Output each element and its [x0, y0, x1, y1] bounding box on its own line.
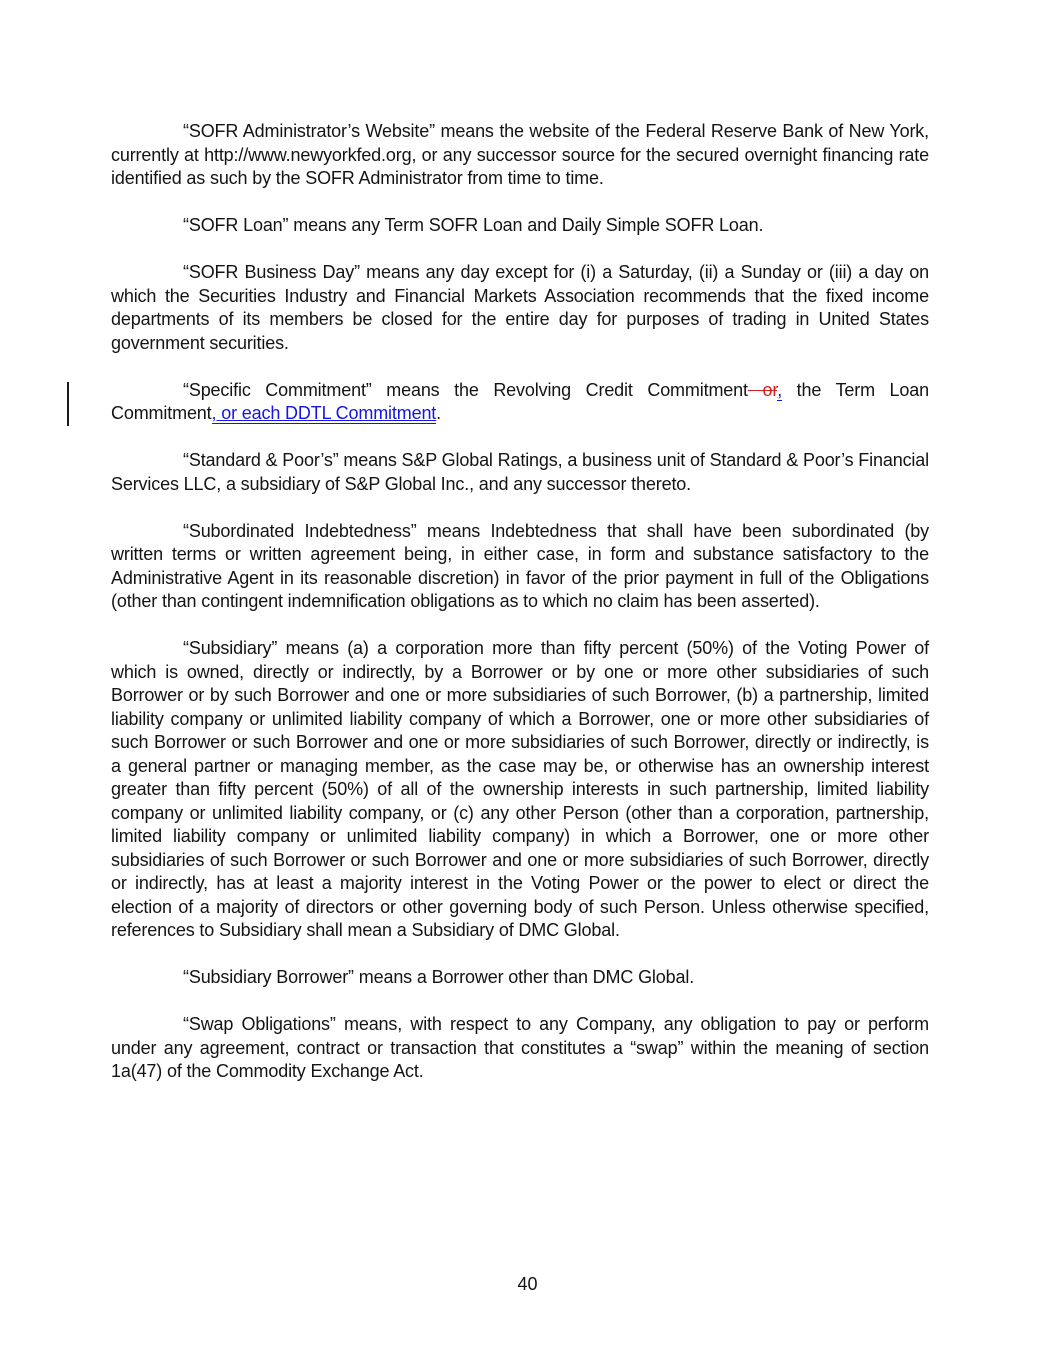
paragraph — [111, 379, 929, 426]
paragraph — [111, 261, 929, 355]
deleted-text: or — [747, 379, 778, 400]
text-run: “SOFR Loan” means any Term SOFR Loan and Daily Simple SOFR Loan. — [183, 215, 764, 235]
text-run: . — [436, 403, 442, 423]
text-run: “Subsidiary” means (a) a corporation more than fifty percent (50%) of the Voting Power of which is owned, directly or indirectly, by a Borrower or by one or more other subsidiaries of such Borrower or by such Borrower and one or more subsidiaries of such Borrower, (b) a partnership, limited liability company or unlimited liability company of which a Borrower, one or more other subsidiaries of such Borrower or such Borrower and one or more subsidiaries of such Borrower, directly or indirectly, is a general partner or managing member, as the case may be, or otherwise has an ownership interest greater than fifty percent (50%) of all of the ownership interests in such partnership, limited liability company or unlimited liability company, or (c) any other Person (other than a corporation, partnership, limited liability company or unlimited liability company) in which a Borrower, one or more other subsidiaries of such Borrower or such Borrower and one or more subsidiaries of such Borrower, directly or indirectly, has at least a majority interest in the Voting Power or the power to elect or direct the election of a majority of directors or other governing body of such Person. Unless otherwise specified, references to Subsidiary shall mean a Subsidiary of DMC Global. — [111, 638, 929, 940]
paragraph — [111, 966, 929, 990]
paragraph — [111, 214, 929, 238]
text-run: the Term Loan Commitment — [111, 379, 929, 423]
paragraph — [111, 637, 929, 943]
text-run: “Swap Obligations” means, with respect to any Company, any obligation to pay or perform under any agreement, contract or transaction that constitutes a “swap” within the meaning of section 1a(47) of the Commodity Exchange Act. — [111, 1014, 929, 1081]
text-run: “Subordinated Indebtedness” means Indebtedness that shall have been subordinated (by written terms or written agreement being, in either case, in form and substance satisfactory to the Administrative Agent in its reasonable discretion) in favor of the prior payment in full of the Obligations (other than contingent indemnification obligations as to which no claim has been asserted). — [111, 520, 929, 611]
inserted-text: , — [777, 379, 783, 400]
paragraph — [111, 1013, 929, 1084]
paragraph — [111, 520, 929, 614]
paragraph — [111, 120, 929, 191]
revision-change-bar — [67, 382, 69, 426]
inserted-text: , or each DDTL Commitment — [211, 403, 437, 423]
document-body — [111, 120, 929, 1107]
text-run: “Specific Commitment” means the Revolving Credit Commitment — [183, 379, 748, 400]
text-run: “SOFR Administrator’s Website” means the website of the Federal Reserve Bank of New York, currently at http://www.newyorkfed.org, or any successor source for the secured overnight financing rate identified as such by the SOFR Administrator from time to time. — [111, 121, 929, 188]
paragraph — [111, 449, 929, 496]
text-run: “Subsidiary Borrower” means a Borrower other than DMC Global. — [183, 967, 695, 987]
text-run: “SOFR Business Day” means any day except for (i) a Saturday, (ii) a Sunday or (iii) a day on which the Securities Industry and Financial Markets Association recommends that the fixed income departments of its members be closed for the entire day for purposes of trading in United States government securities. — [111, 262, 929, 353]
page-number: 40 — [517, 1274, 538, 1294]
text-run: “Standard & Poor’s” means S&P Global Ratings, a business unit of Standard & Poor’s Financial Services LLC, a subsidiary of S&P Global Inc., and any successor thereto. — [111, 450, 929, 494]
